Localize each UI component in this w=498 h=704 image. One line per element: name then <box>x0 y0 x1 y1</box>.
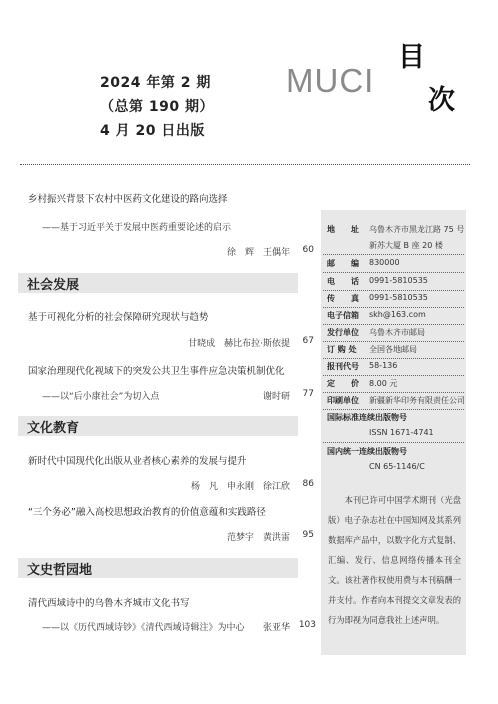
postal-code-label: 报刊代号 <box>327 362 359 371</box>
article-subtitle-1: ——基于习近平关于发展中医药重要论述的启示 <box>42 223 232 233</box>
section-label: 文史哲园地 <box>27 563 93 578</box>
panel-divider <box>323 254 464 255</box>
article-page-3: 77 <box>302 389 314 399</box>
panel-divider <box>323 375 464 376</box>
article-authors-6: 张亚华 <box>262 623 290 633</box>
fax-value: 0991-5810535 <box>369 293 428 302</box>
panel-divider <box>323 290 464 291</box>
postcode-label: 邮 编 <box>327 259 359 268</box>
email-label: 电子信箱 <box>327 311 359 320</box>
copyright-notice: 本刊已许可中国学术期刊（光盘版）电子杂志社在中国知网及其系列数据库产品中，以数字化方式复制、汇编、发行、信息网络传播本刊全文。该社著作权使用费与本刊稿酬一并支付。作者向本刊提交文章发表的行为即视为同意我社上述声明。 <box>328 495 461 625</box>
cn-value: CN 65-1146/C <box>369 462 425 471</box>
section-header-literature <box>18 558 298 578</box>
article-page-1: 60 <box>302 245 314 255</box>
email-value[interactable]: skh@163.com <box>369 310 426 319</box>
article-title-2[interactable]: 基于可视化分析的社会保障研究现状与趋势 <box>28 312 209 323</box>
panel-divider <box>323 272 464 273</box>
mulu-char-1: 目 <box>398 42 425 73</box>
article-subtitle-6: ——以《历代西域诗钞》《清代西域诗辑注》为中心 <box>42 623 245 633</box>
article-page-2: 67 <box>302 336 314 346</box>
postcode-value: 830000 <box>369 258 400 267</box>
panel-divider <box>323 392 464 393</box>
publisher-label: 发行单位 <box>327 328 359 337</box>
panel-divider <box>323 341 464 342</box>
panel-divider <box>323 358 464 359</box>
article-authors-2: 甘晓成 赫比布拉·斯依提 <box>188 339 290 349</box>
printer-label: 印刷单位 <box>327 396 359 405</box>
article-title-3[interactable]: 国家治理现代化视域下的突发公共卫生事件应急决策机制优化 <box>28 366 285 377</box>
postal-code-value: 58-136 <box>369 361 398 370</box>
mulu-char-2: 次 <box>428 85 455 116</box>
article-authors-3: 谢时研 <box>262 392 290 402</box>
article-title-5[interactable]: “三个务必”融入高校思想政治教育的价值意蕴和实践路径 <box>28 507 266 518</box>
printer-value: 新疆新华印务有限责任公司 <box>369 396 465 405</box>
tel-value: 0991-5810535 <box>369 276 428 285</box>
price-value: 8.00 元 <box>369 379 398 388</box>
brand-logo: MUCI <box>286 62 375 99</box>
article-page-5: 95 <box>302 530 314 540</box>
article-authors-1: 徐 辉 王偶年 <box>226 248 290 258</box>
issn-value: ISSN 1671-4741 <box>369 428 434 437</box>
address-line-2: 新苏大厦 B 座 20 楼 <box>369 241 443 250</box>
publisher-value: 乌鲁木齐市邮局 <box>369 328 425 337</box>
panel-divider <box>323 307 464 308</box>
section-label: 文化教育 <box>27 421 80 436</box>
issue-total: （总第 190 期） <box>100 99 214 115</box>
issue-date: 4 月 20 日出版 <box>100 123 205 139</box>
address-line-1: 乌鲁木齐市黑龙江路 75 号 <box>369 225 465 234</box>
issue-year: 2024 年第 2 期 <box>100 75 211 91</box>
panel-divider <box>323 442 464 443</box>
tel-label: 电 话 <box>327 277 359 286</box>
cn-label: 国内统一连续出版物号 <box>327 447 407 456</box>
article-authors-4: 杨 凡 申永刚 徐江欣 <box>190 482 290 492</box>
article-subtitle-3: ——以“后小康社会”为切入点 <box>42 392 160 402</box>
panel-divider <box>323 409 464 410</box>
article-title-6[interactable]: 清代西域诗中的乌鲁木齐城市文化书写 <box>28 598 190 609</box>
panel-divider <box>323 324 464 325</box>
subscription-label: 订 购 处 <box>327 345 357 354</box>
fax-label: 传 真 <box>327 294 359 303</box>
publication-info-panel <box>321 210 466 655</box>
header-divider <box>20 164 470 165</box>
article-page-4: 86 <box>302 479 314 489</box>
article-authors-5: 范梦宇 黄洪雷 <box>226 533 290 543</box>
price-label: 定 价 <box>327 379 359 388</box>
section-header-culture <box>18 416 298 436</box>
issn-label: 国际标准连续出版物号 <box>327 413 407 422</box>
subscription-value: 全国各地邮局 <box>369 345 417 354</box>
article-page-6: 103 <box>298 620 316 630</box>
section-label: 社会发展 <box>27 278 80 293</box>
article-title-1[interactable]: 乡村振兴背景下农村中医药文化建设的路向选择 <box>28 194 228 205</box>
section-header-social <box>18 273 298 293</box>
address-label: 地 址 <box>327 225 359 234</box>
article-title-4[interactable]: 新时代中国现代化出版从业者核心素养的发展与提升 <box>28 456 247 467</box>
